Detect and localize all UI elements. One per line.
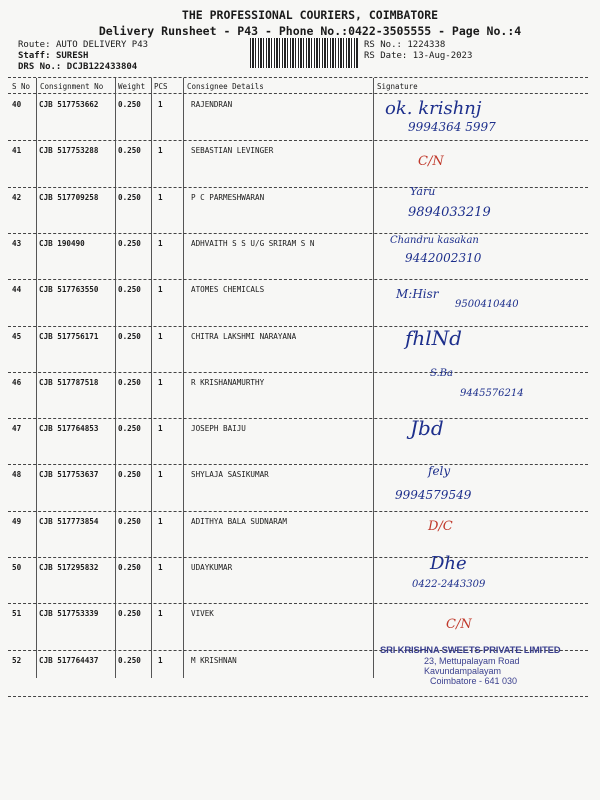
- barcode-image: [250, 38, 358, 68]
- row-signature-phone: 9994579549: [395, 488, 472, 503]
- row-divider: [8, 696, 588, 697]
- rs-date-line: [364, 51, 472, 61]
- row-consignee: P C PARMESHWARAN: [191, 192, 265, 202]
- row-sno: 43: [12, 238, 22, 248]
- row-signature-phone: 9442002310: [405, 250, 482, 265]
- row-weight: 0.250: [118, 377, 141, 387]
- row-signature: D/C: [428, 518, 453, 534]
- col-divider: [373, 78, 374, 678]
- col-signature: Signature: [377, 82, 418, 91]
- route-line: [18, 40, 148, 50]
- row-sno: 49: [12, 516, 22, 526]
- row-sno: 46: [12, 377, 22, 387]
- col-consignment: Consignment No: [40, 82, 104, 91]
- row-signature: M:Hisr: [396, 287, 439, 302]
- row-weight: 0.250: [118, 146, 141, 156]
- row-divider: [8, 279, 588, 280]
- row-pcs: 1: [158, 377, 163, 387]
- row-divider: [8, 187, 588, 188]
- row-consignee: SEBASTIAN LEVINGER: [191, 146, 274, 156]
- stamp-line2: 23, Mettupalayam Road: [424, 656, 520, 666]
- header-rule-bottom: [8, 93, 588, 94]
- row-weight: 0.250: [118, 192, 141, 202]
- row-sno: 41: [12, 146, 22, 156]
- row-weight: 0.250: [118, 285, 141, 295]
- staff-value: SURESH: [55, 51, 89, 61]
- row-consignment-no: CJB 517753662: [39, 100, 99, 109]
- row-consignee: SHYLAJA SASIKUMAR: [191, 470, 269, 480]
- stamp-line3: Kavundampalayam: [424, 666, 502, 676]
- row-signature: C/N: [418, 154, 444, 170]
- col-pcs: PCS: [154, 82, 168, 91]
- row-consignment-no: CJB 517763550: [39, 285, 99, 295]
- staff-line: [18, 51, 88, 61]
- col-weight: Weight: [118, 82, 146, 91]
- row-consignee: ADHVAITH S S U/G SRIRAM S N: [191, 238, 315, 248]
- col-divider: [151, 78, 152, 678]
- row-signature: fely: [428, 464, 451, 479]
- route-label: Route:: [18, 40, 51, 50]
- stamp-line4: Coimbatore - 641 030: [430, 676, 518, 686]
- rs-no-value: 1224338: [407, 40, 446, 50]
- row-weight: 0.250: [118, 563, 141, 572]
- row-pcs: 1: [158, 563, 163, 572]
- header-rule-top: [8, 77, 588, 78]
- row-weight: 0.250: [118, 238, 141, 248]
- row-consignee: ATOMES CHEMICALS: [191, 285, 265, 295]
- row-consignee: ADITHYA BALA SUDNARAM: [191, 516, 288, 526]
- drs-line: [18, 62, 137, 72]
- row-pcs: 1: [158, 470, 163, 480]
- drs-value: DCJB122433804: [66, 62, 138, 72]
- company-stamp: [380, 645, 576, 686]
- row-sno: 47: [12, 424, 22, 434]
- row-weight: 0.250: [118, 100, 141, 109]
- row-weight: 0.250: [118, 331, 141, 341]
- row-sno: 48: [12, 470, 22, 480]
- row-pcs: 1: [158, 100, 163, 109]
- row-divider: [8, 140, 588, 141]
- row-consignment-no: CJB 517773854: [39, 516, 99, 526]
- staff-label: Staff:: [18, 51, 51, 61]
- row-divider: [8, 603, 588, 604]
- row-pcs: 1: [158, 609, 163, 619]
- col-divider: [115, 78, 116, 678]
- row-pcs: 1: [158, 285, 163, 295]
- row-signature: S.Ba: [430, 367, 453, 379]
- row-weight: 0.250: [118, 655, 141, 665]
- row-signature-phone: 9500410440: [455, 299, 519, 311]
- row-signature-phone: 0422-2443309: [412, 579, 486, 590]
- row-consignment-no: CJB 190490: [39, 238, 85, 248]
- row-signature: Jbd: [410, 416, 444, 441]
- row-consignee: VIVEK: [191, 609, 214, 619]
- row-sno: 40: [12, 100, 22, 109]
- stamp-line1: SRI KRISHNA SWEETS PRIVATE LIMITED: [380, 645, 561, 656]
- col-divider: [183, 78, 184, 678]
- row-consignee: M KRISHNAN: [191, 655, 237, 665]
- row-sno: 50: [12, 563, 22, 572]
- row-sno: 51: [12, 609, 22, 619]
- rs-date-label: RS Date:: [364, 51, 408, 61]
- row-divider: [8, 511, 588, 512]
- col-divider: [36, 78, 37, 678]
- row-divider: [8, 233, 588, 234]
- row-consignment-no: CJB 517753288: [39, 146, 99, 156]
- row-pcs: 1: [158, 238, 163, 248]
- row-pcs: 1: [158, 192, 163, 202]
- row-consignee: R KRISHANAMURTHY: [191, 377, 265, 387]
- row-signature-phone: 9445576214: [460, 387, 524, 399]
- row-divider: [8, 557, 588, 558]
- row-divider: [8, 464, 588, 465]
- row-pcs: 1: [158, 516, 163, 526]
- row-signature: Dhe: [430, 553, 467, 574]
- row-pcs: 1: [158, 331, 163, 341]
- row-sno: 44: [12, 285, 22, 295]
- row-divider: [8, 418, 588, 419]
- company-title: THE PROFESSIONAL COURIERS, COIMBATORE: [181, 8, 439, 22]
- row-weight: 0.250: [118, 516, 141, 526]
- row-signature: Yaru: [410, 184, 436, 198]
- row-signature-phone: 9894033219: [408, 204, 491, 220]
- row-consignment-no: CJB 517753339: [39, 609, 99, 619]
- row-signature: Chandru kasakan: [390, 234, 479, 246]
- row-consignment-no: CJB 517295832: [39, 563, 99, 572]
- row-divider: [8, 326, 588, 327]
- runsheet-subtitle: Delivery Runsheet - P43 - Phone No.:0422-3505555 - Page No.:4: [98, 24, 522, 38]
- row-pcs: 1: [158, 146, 163, 156]
- col-consignee: Consignee Details: [187, 82, 264, 91]
- row-signature: C/N: [446, 617, 472, 633]
- row-consignment-no: CJB 517787518: [39, 377, 99, 387]
- row-pcs: 1: [158, 424, 163, 434]
- rs-date-value: 13-Aug-2023: [412, 51, 473, 61]
- rs-no-label: RS No.:: [364, 40, 402, 50]
- row-weight: 0.250: [118, 470, 141, 480]
- rs-no-line: [364, 40, 445, 50]
- row-signature: fhlNd: [405, 325, 462, 350]
- row-consignment-no: CJB 517709258: [39, 192, 99, 202]
- row-weight: 0.250: [118, 424, 141, 434]
- row-consignee: JOSEPH BAIJU: [191, 424, 246, 434]
- row-consignment-no: CJB 517753637: [39, 470, 99, 480]
- row-sno: 42: [12, 192, 22, 202]
- row-signature-phone: 9994364 5997: [408, 120, 496, 134]
- row-sno: 45: [12, 331, 22, 341]
- row-sno: 52: [12, 655, 22, 665]
- row-divider: [8, 372, 588, 373]
- row-consignee: RAJENDRAN: [191, 100, 233, 109]
- row-consignee: UDAYKUMAR: [191, 563, 233, 572]
- route-value: AUTO DELIVERY P43: [55, 40, 149, 50]
- col-sno: S No: [12, 82, 31, 91]
- row-pcs: 1: [158, 655, 163, 665]
- row-weight: 0.250: [118, 609, 141, 619]
- row-consignment-no: CJB 517764853: [39, 424, 99, 434]
- drs-label: DRS No.:: [18, 62, 62, 72]
- row-consignment-no: CJB 517756171: [39, 331, 99, 341]
- row-signature: ok. krishnj: [385, 98, 482, 119]
- row-consignment-no: CJB 517764437: [39, 655, 99, 665]
- row-consignee: CHITRA LAKSHMI NARAYANA: [191, 331, 297, 341]
